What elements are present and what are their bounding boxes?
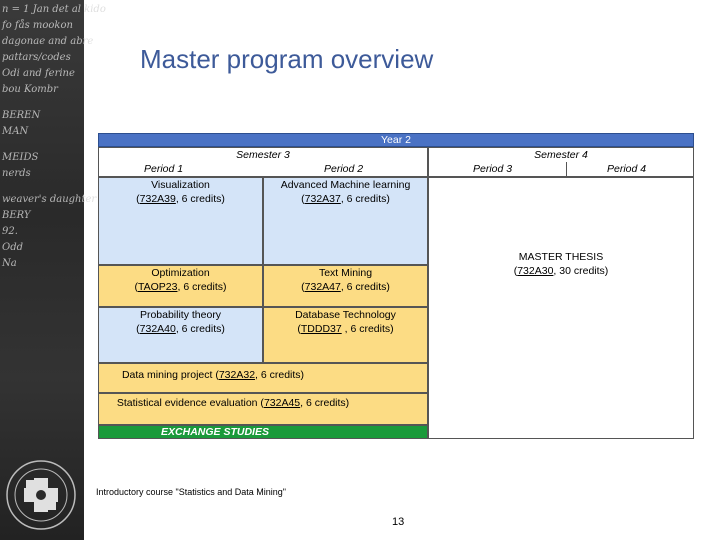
course-visualization (98, 177, 263, 265)
period1-label: Period 1 (144, 163, 184, 175)
course-database (263, 307, 428, 363)
course-name: Advanced Machine learning (280, 179, 411, 191)
chalk-line: MAN (2, 126, 29, 137)
university-logo (4, 458, 78, 532)
year-label: Year 2 (381, 134, 411, 146)
semester3-header (98, 147, 428, 177)
chalk-line: fo fås mookon (2, 20, 73, 31)
course-code-link[interactable]: 732A32 (218, 369, 256, 381)
chalkboard-sidebar (0, 0, 106, 540)
chalk-line: BEREN (2, 110, 41, 121)
program-table (98, 133, 694, 439)
course-code-link[interactable]: 732A30 (517, 265, 554, 277)
period2-label: Period 2 (324, 163, 364, 175)
chalk-line: Odi and ferine (2, 68, 75, 79)
chalk-line: bou Kombr (2, 84, 58, 95)
exchange-label: EXCHANGE STUDIES (161, 426, 269, 438)
page-number: 13 (392, 516, 405, 528)
course-code-link[interactable]: 732A37 (304, 193, 341, 205)
course-credits: (732A47, 6 credits) (301, 281, 390, 293)
page-title: Master program overview (140, 44, 434, 74)
chalk-line: n = 1 Jan det al kido (2, 4, 106, 15)
course-advanced-ml (263, 177, 428, 265)
year-header (98, 133, 694, 147)
chalk-line: Na (2, 258, 17, 269)
course-credits: (732A30, 30 credits) (513, 265, 609, 277)
course-credits: (TAOP23, 6 credits) (134, 281, 227, 293)
period-divider (566, 162, 567, 177)
course-data-mining-project (98, 363, 428, 393)
course-credits: (732A40, 6 credits) (136, 323, 225, 335)
period4-label: Period 4 (607, 163, 647, 175)
course-code-link[interactable]: TDDD37 (300, 323, 342, 335)
course-statistical-evidence (98, 393, 428, 425)
course-credits: (732A37, 6 credits) (301, 193, 390, 205)
chalk-line: dagonae and abre (2, 36, 94, 47)
course-name: Database Technology (295, 309, 396, 321)
course-credits: Data mining project (732A32, 6 credits) (121, 369, 305, 381)
period3-label: Period 3 (473, 163, 513, 175)
course-optimization (98, 265, 263, 307)
course-code-link[interactable]: 732A47 (304, 281, 341, 293)
chalk-line: weaver's daughter (2, 194, 97, 205)
course-credits: (TDDD37 , 6 credits) (297, 323, 394, 335)
course-code-link[interactable]: 732A39 (139, 193, 176, 205)
course-name: Probability theory (139, 309, 222, 321)
chalk-writing (2, 2, 106, 272)
chalk-line: nerds (2, 168, 31, 179)
course-code-link[interactable]: TAOP23 (137, 281, 178, 293)
chalk-line: MEIDS (2, 152, 39, 163)
course-name: Visualization (151, 179, 210, 191)
course-name: MASTER THESIS (518, 251, 604, 263)
semester4-header (428, 147, 694, 177)
exchange-studies-bar (98, 425, 428, 439)
course-probability (98, 307, 263, 363)
course-credits: (732A39, 6 credits) (136, 193, 225, 205)
chalk-line: 92. (2, 226, 18, 237)
chalk-line: pattars/codes (2, 52, 71, 63)
course-master-thesis (428, 177, 694, 439)
course-text-mining (263, 265, 428, 307)
course-name: Text Mining (318, 267, 373, 279)
semester4-label: Semester 4 (534, 149, 588, 161)
course-code-link[interactable]: 732A45 (263, 397, 301, 409)
chalk-line: BERY (2, 210, 31, 221)
course-code-link[interactable]: 732A40 (139, 323, 176, 335)
course-name: Optimization (151, 267, 210, 279)
semester3-label: Semester 3 (236, 149, 290, 161)
chalk-line: Odd (2, 242, 24, 253)
course-credits: Statistical evidence evaluation (732A45, 6 credits) (116, 397, 350, 409)
footer-note: Introductory course "Statistics and Data Mining" (96, 487, 286, 497)
